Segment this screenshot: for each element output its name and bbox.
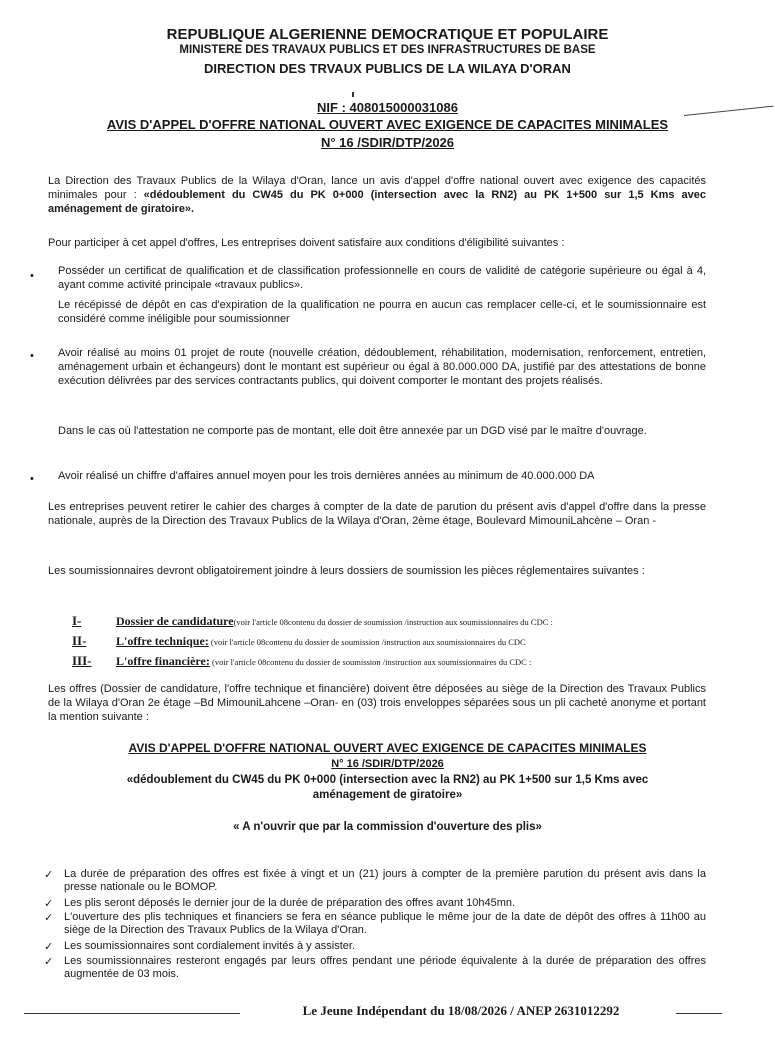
- document-title: L'offre financière:: [116, 654, 210, 668]
- eligibility-turnover: Avoir réalisé un chiffre d'affaires annuel moyen pour les trois dernières années au minimum de 40.000.000 DA: [58, 470, 595, 482]
- document-description: (voir l'article 08contenu du dossier de soumission /instruction aux soumissionnaires du CDC :: [209, 657, 532, 667]
- eligibility-qualification-note: Le récépissé de dépôt en cas d'expiration de la qualification ne pourra en aucun cas remplacer celle-ci, et le soumissionnaire est considéré comme inéligible pour soumissionner: [58, 299, 706, 325]
- document-number: III-: [72, 653, 92, 668]
- document-item: [72, 653, 702, 669]
- footer-rule-left: [24, 1013, 240, 1014]
- document-number: II-: [72, 633, 87, 648]
- mention-number: N° 16 /SDIR/DTP/2026: [331, 758, 444, 770]
- checklist-item: Les plis seront déposés le dernier jour de la durée de préparation des offres avant 10h45mn.: [64, 897, 516, 909]
- eligibility-project: Avoir réalisé au moins 01 projet de route (nouvelle création, dédoublement, réhabilitation, modernisation, renforcement, entretien, aménagement urbain et échangeurs) dont le montant est supérieur ou égal à 80.000.000 DA, justifié par des attestations de bonne exécution délivrées par des services contractants publics, qui doivent comporter le montant des projets réalisés.: [58, 347, 706, 387]
- checklist-item: Les soumissionnaires sont cordialement invités à y assister.: [64, 940, 356, 952]
- eligibility-project-note: Dans le cas où l'attestation ne comporte pas de montant, elle doit être annexée par un DGD visé par le maître d'ouvrage.: [58, 425, 647, 437]
- checklist-item: Les soumissionnaires resteront engagés par leurs offres pendant une période équivalente à la durée de préparation des offres augmentée de 03 mois.: [64, 955, 706, 980]
- document-description: (voir l'article 08contenu du dossier de soumission /instruction aux soumissionnaires du CDC :: [233, 617, 553, 627]
- header-republic: REPUBLIQUE ALGERIENNE DEMOCRATIQUE ET POPULAIRE: [166, 26, 609, 43]
- bullet-icon: •: [30, 350, 34, 362]
- mention-title: AVIS D'APPEL D'OFFRE NATIONAL OUVERT AVEC EXIGENCE DE CAPACITES MINIMALES: [128, 741, 647, 755]
- bullet-icon: •: [30, 270, 34, 282]
- document-title: L'offre technique:: [116, 634, 209, 648]
- pieces-intro: Les soumissionnaires devront obligatoirement joindre à leurs dossiers de soumission les pièces réglementaires suivantes :: [48, 565, 645, 577]
- intro-object: «dédoublement du CW45 du PK 0+000 (intersection avec la RN2) au PK 1+500 sur 1,5 Kms avec aménagement de giratoire».: [48, 189, 706, 215]
- document-number: I-: [72, 613, 82, 628]
- footer-rule-right: [676, 1013, 722, 1014]
- mention-warning: « A n'ouvrir que par la commission d'ouverture des plis»: [233, 821, 542, 833]
- document-title: Dossier de candidature: [116, 614, 234, 628]
- eligibility-intro: Pour participer à cet appel d'offres, Les entreprises doivent satisfaire aux conditions d'éligibilité suivantes :: [48, 237, 565, 249]
- checklist-item: L'ouverture des plis techniques et financiers se fera en séance publique le même jour de la date de dépôt des offres à 11h00 au siège de la Direction des Travaux Publics de la Wilaya d'Oran.: [64, 911, 706, 936]
- publication-footer: Le Jeune Indépendant du 18/08/2026 / ANEP 2631012292: [302, 1003, 620, 1018]
- ink-mark: [352, 92, 354, 97]
- avis-number: N° 16 /SDIR/DTP/2026: [320, 135, 455, 150]
- mention-object: «dédoublement du CW45 du PK 0+000 (intersection avec la RN2) au PK 1+500 sur 1,5 Kms avec aménagement de giratoire»: [126, 774, 649, 801]
- document-item: [72, 613, 702, 629]
- nif-number: NIF : 408015000031086: [317, 100, 458, 115]
- checkmark-icon: ✓: [44, 956, 54, 968]
- eligibility-qualification: Posséder un certificat de qualification et de classification professionnelle en cours de validité de catégorie supérieure ou égal à 4, ayant comme activité principale «travaux publics».: [58, 265, 706, 291]
- checkmark-icon: ✓: [44, 941, 54, 953]
- intro-paragraph: [48, 174, 706, 216]
- intro-text: La Direction des Travaux Publics de la Wilaya d'Oran, lance un avis d'appel d'offre national ouvert avec exigence des capacités minimales pour :: [48, 175, 706, 201]
- checklist-item: La durée de préparation des offres est fixée à vingt et un (21) jours à compter de la première parution du présent avis dans la presse nationale ou le BOMOP.: [64, 868, 706, 893]
- depot-paragraph: Les offres (Dossier de candidature, l'offre technique et financière) doivent être déposées au siège de la Direction des Travaux Publics de la Wilaya d'Oran 2e étage –Bd MimouniLahcene –Oran- en (03) trois enveloppes séparées sous un pli cacheté anonyme et portant la mention suivante :: [48, 683, 706, 723]
- retrait-paragraph: Les entreprises peuvent retirer le cahier des charges à compter de la date de parution du présent avis d'appel d'offre dans la presse nationale, auprès de la Direction des Travaux Publics de la Wilaya d'Oran, 2ème étage, Boulevard MimouniLahcène – Oran -: [48, 501, 706, 527]
- header-direction: DIRECTION DES TRVAUX PUBLICS DE LA WILAYA D'ORAN: [204, 61, 571, 76]
- checkmark-icon: ✓: [44, 869, 54, 881]
- checkmark-icon: ✓: [44, 898, 54, 910]
- document-item: [72, 633, 702, 649]
- document-description: (voir l'article 08contenu du dossier de soumission /instruction aux soumissionnaires du CDC: [208, 637, 526, 647]
- bullet-icon: •: [30, 473, 34, 485]
- checkmark-icon: ✓: [44, 912, 54, 924]
- avis-title: AVIS D'APPEL D'OFFRE NATIONAL OUVERT AVEC EXIGENCE DE CAPACITES MINIMALES: [106, 117, 669, 132]
- header-ministry: MINISTERE DES TRAVAUX PUBLICS ET DES INFRASTRUCTURES DE BASE: [179, 44, 596, 56]
